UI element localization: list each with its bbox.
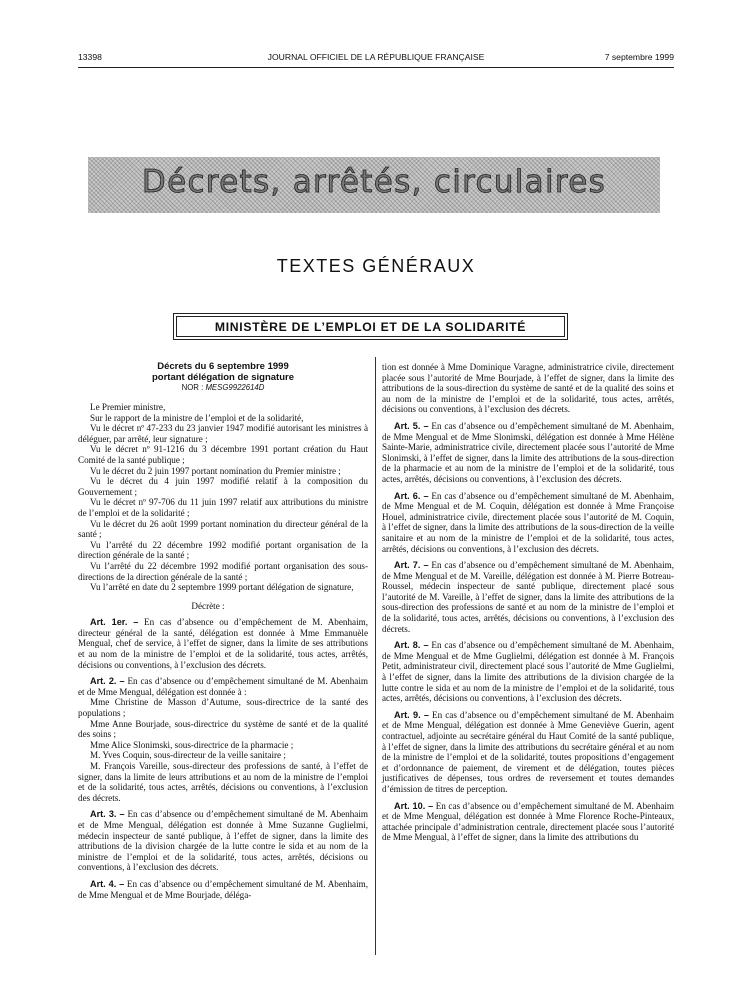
nor-code: MESG9922614D bbox=[205, 383, 265, 392]
article-9 bbox=[382, 710, 674, 795]
article-label: Art. 10. – bbox=[394, 800, 434, 811]
article-text: En cas d’absence ou d’empêchement simultané de M. Abenhaim et de Mme Mengual, délégation est donnée à Mme Suzanne Guglielmi, médecin inspecteur de santé publique, à l’effet de signer, dans la limite des attributions de la division chargée de la lutte contre le sida et au nom de la ministre de l’emploi et de la solidarité, tous actes, arrêtés, décisions ou conventions, à l’exclusion des décrets. bbox=[78, 809, 368, 873]
right-column bbox=[382, 362, 674, 843]
decree-title: Décrets du 6 septembre 1999 bbox=[157, 361, 289, 372]
section-title: TEXTES GÉNÉRAUX bbox=[276, 256, 476, 276]
article-2 bbox=[78, 676, 368, 697]
preamble-line: Vu l’arrêté du 22 décembre 1992 modifié portant organisation des sous-directions de la direction générale de la santé ; bbox=[78, 560, 368, 582]
preamble-line: Vu le décret nº 97-706 du 11 juin 1997 relatif aux attributions du ministre de l’emploi et de la solidarité ; bbox=[78, 497, 368, 518]
preamble-line: Vu l’arrêté en date du 2 septembre 1999 portant délégation de signature, bbox=[90, 582, 354, 593]
article-label: Art. 3. – bbox=[90, 809, 125, 820]
page-number: 13398 bbox=[78, 52, 102, 62]
article-2-item: M. François Vareille, sous-directeur des professions de santé, à l’effet de signer, dans la limite de leurs attributions et au nom de la ministre de l’emploi et de la solidarité, tous actes, arrêtés, décisions ou conventions, à l’exclusion des décrets. bbox=[78, 761, 368, 803]
article-6 bbox=[382, 491, 674, 555]
preamble-line: Le Premier ministre, bbox=[90, 402, 166, 412]
left-column bbox=[78, 362, 368, 900]
preamble-line: Vu le décret du 2 juin 1997 portant nomination du Premier ministre ; bbox=[90, 465, 341, 476]
article-label: Art. 6. – bbox=[394, 490, 429, 501]
preamble-line: Vu le décret du 4 juin 1997 modifié relatif à la composition du Gouvernement ; bbox=[78, 476, 368, 497]
journal-title: JOURNAL OFFICIEL DE LA RÉPUBLIQUE FRANÇAISE bbox=[267, 52, 485, 62]
banner-title: Décrets, arrêtés, circulaires bbox=[141, 164, 607, 200]
decrete-heading: Décrète : bbox=[191, 600, 225, 611]
preamble-line: Vu l’arrêté du 22 décembre 1992 modifié portant organisation de la direction générale de la santé ; bbox=[78, 539, 368, 561]
article-5 bbox=[382, 421, 674, 485]
article-label: Art. 1er. – bbox=[90, 617, 139, 628]
article-text: En cas d’absence ou d’empêchement simultané de M. Abenhaim, de Mme Mengual et de Mme Guglielmi, délégation est donnée à M. François Petit, administrateur civil, directement placé sous l’autorité de Mme Guglielmi, à l’effet de signer, dans la limite des attributions de la division chargée de la lutte contre le sida et au nom de la ministre de l’emploi et de la solidarité, tous actes, arrêtés, décisions ou conventions, à l’exclusion des décrets. bbox=[382, 640, 675, 704]
article-2-item: Mme Christine de Masson d’Autume, sous-directrice de la santé des populations ; bbox=[78, 697, 368, 719]
article-label: Art. 8. – bbox=[394, 640, 429, 651]
ministry-box bbox=[173, 313, 568, 340]
ministry-title: MINISTÈRE DE L’EMPLOI ET DE LA SOLIDARITÉ bbox=[176, 316, 565, 337]
article-label: Art. 7. – bbox=[394, 560, 429, 571]
publication-date: 7 septembre 1999 bbox=[604, 52, 674, 62]
article-label: Art. 4. – bbox=[90, 878, 125, 889]
article-2-item: M. Yves Coquin, sous-directeur de la veille sanitaire ; bbox=[90, 750, 286, 761]
article-2-item: Mme Alice Slonimski, sous-directrice de la pharmacie ; bbox=[90, 739, 294, 750]
article-text: En cas d’absence ou d’empêchement simultané de M. Abenhaim, de Mme Mengual et de Mme Bourjade, déléga- bbox=[78, 878, 369, 900]
decree-subtitle: portant délégation de signature bbox=[152, 371, 294, 383]
article-4-start bbox=[78, 879, 368, 900]
article-text: En cas d’absence ou d’empêchement simultané de M. Abenhaim et de Mme Mengual, délégation est donnée à Mme Geneviève Guerin, agent contractuel, adjointe au secrétaire général du Haut Comité de la santé publique, à l’effet de signer, dans la limite des attributions du secrétaire général et au nom de la ministre de l’emploi et de la solidarité, toutes propositions d’engagement et d’ordonnance de paiement, de virement et de délégation, toutes pièces justificatives de dépenses, tous ordres de reversement et toutes demandes d’émission de titres de perception. bbox=[382, 709, 675, 794]
article-text: En cas d’absence ou d’empêchement simultané de M. Abenhaim, de Mme Mengual et de M. Coquin, délégation est donnée à Mme Françoise Houel, administratrice civile, directement placée sous l’autorité de M. Coquin, à l’effet de signer, dans la limite des attributions de la sous-direction de la veille sanitaire et au nom de la ministre de l’emploi et de la solidarité, tous actes, arrêtés, décisions ou conventions, à l’exclusion des décrets. bbox=[382, 490, 675, 554]
article-text: En cas d’absence ou d’empêchement simultané de M. Abenhaim et de Mme Mengual, délégation est donnée à Mme Florence Roche-Pinteaux, attachée principale d’administration centrale, directement placée sous l’autorité de Mme Mengual, à l’effet de signer, dans la limite des attributions du bbox=[382, 800, 674, 843]
page-header bbox=[78, 52, 674, 66]
preamble-line: Vu le décret nº 91-1216 du 3 décembre 1991 portant création du Haut Comité de la santé publique ; bbox=[78, 444, 368, 465]
article-10 bbox=[382, 801, 674, 843]
article-label: Art. 5. – bbox=[394, 420, 429, 431]
article-7 bbox=[382, 560, 674, 634]
preamble-line: Vu le décret nº 47-233 du 23 janvier 1947 modifié autorisant les ministres à déléguer, par arrêté, leur signature ; bbox=[78, 423, 368, 444]
article-4-continued: tion est donnée à Mme Dominique Varagne, administratrice civile, directement placée sous l’autorité de Mme Bourjade, à l’effet de signer, dans la limite des attributions de la sous-direction du système de santé et de la qualité des soins et au nom de la ministre de l’emploi et de la solidarité, tous actes, arrêtés, décisions ou conventions, à l’exclusion des décrets. bbox=[382, 362, 674, 415]
article-text: En cas d’absence ou d’empêchement simultané de M. Abenhaim, de Mme Mengual et de Mme Slonimski, délégation est donnée à Mme Hélène Sainte-Marie, administratrice civile, directement placée sous l’autorité de Mme Slonimski, à l’effet de signer, dans la limite des attributions de la sous-direction de la pharmacie et au nom de la ministre de l’emploi et de la solidarité, tous actes, arrêtés, décisions ou conventions, à l’exclusion des décrets. bbox=[382, 420, 675, 484]
nor-label: NOR : bbox=[181, 383, 204, 392]
article-1 bbox=[78, 617, 368, 670]
preamble-line: Sur le rapport de la ministre de l’emploi et de la solidarité, bbox=[90, 412, 304, 423]
article-8 bbox=[382, 640, 674, 704]
article-label: Art. 9. – bbox=[394, 709, 429, 720]
preamble-line: Vu le décret du 26 août 1999 portant nomination du directeur général de la santé ; bbox=[78, 518, 368, 540]
article-label: Art. 2. – bbox=[90, 676, 125, 687]
article-3 bbox=[78, 809, 368, 873]
header-rule bbox=[78, 67, 674, 68]
nor-reference bbox=[78, 383, 368, 393]
column-divider bbox=[375, 357, 376, 955]
article-2-item: Mme Anne Bourjade, sous-directrice du système de santé et de la qualité des soins ; bbox=[78, 718, 368, 740]
article-text: En cas d’absence ou d’empêchement simultané de M. Abenhaim, de Mme Mengual et de M. Vareille, délégation est donnée à M. Pierre Botreau-Roussel, médecin inspecteur de santé publique, directement placé sous l’autorité de M. Vareille, à l’effet de signer, dans la limite des attributions de la sous-direction des professions de santé et au nom de la ministre de l’emploi et de la solidarité, tous actes, arrêtés, décisions ou conventions, à l’exclusion des décrets. bbox=[382, 560, 675, 634]
article-text: En cas d’absence ou d’empêchement de M. Abenhaim, directeur général de la santé, délégation est donnée à Mme Emmanuèle Mengual, chef de service, à l’effet de signer, dans la limite de ses attributions et au nom de la ministre de l’emploi et de la solidarité, tous actes, arrêtés, décisions ou conventions, à l’exclusion des décrets. bbox=[78, 617, 369, 670]
article-text: En cas d’absence ou d’empêchement simultané de M. Abenhaim et de Mme Mengual, délégation est donnée à : bbox=[78, 676, 368, 697]
